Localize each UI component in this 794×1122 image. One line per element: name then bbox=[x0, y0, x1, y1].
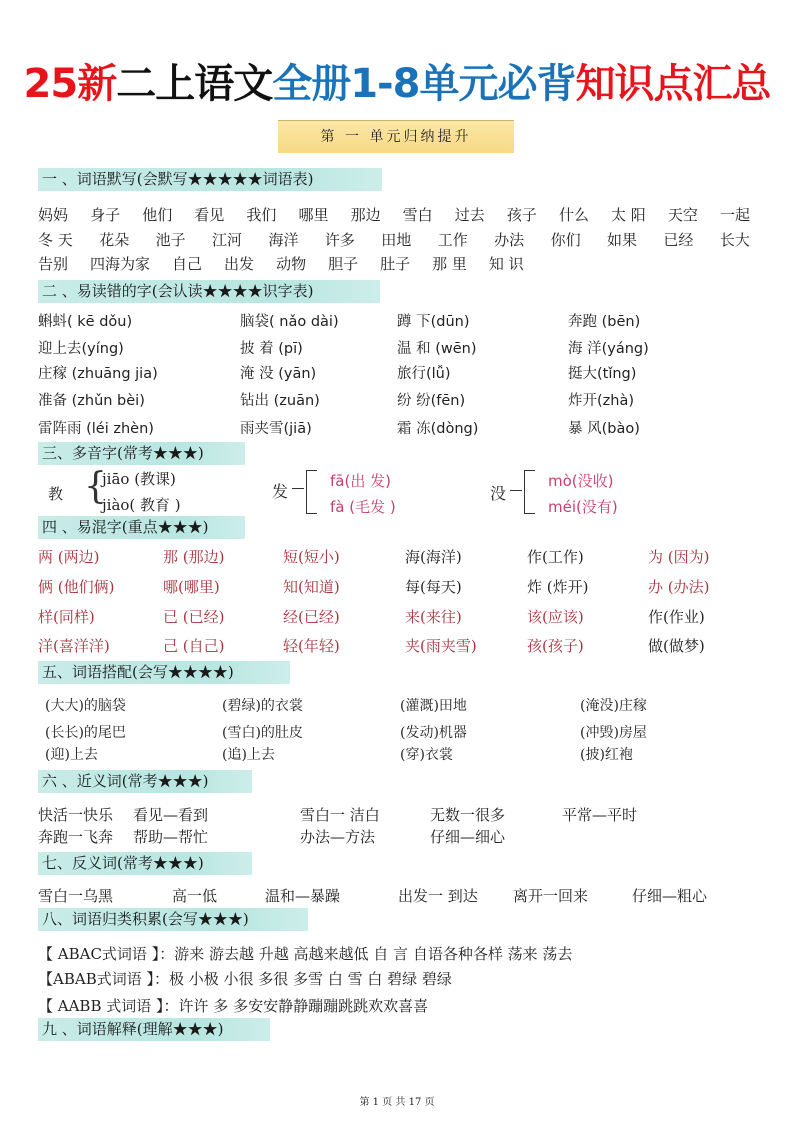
page-footer: 第 1 页 共 17 页 bbox=[359, 1097, 435, 1108]
synonym-pair: 平常—平时 bbox=[562, 806, 638, 824]
collocation-item: (长长)的尾巴 bbox=[45, 725, 126, 741]
word-item: 出发 bbox=[224, 255, 255, 273]
pinyin-item: 暴 风(bào) bbox=[568, 421, 640, 437]
collocation-item: (雪白)的肚皮 bbox=[222, 725, 303, 741]
confusable-item: 知(知道) bbox=[283, 578, 340, 596]
confusable-item: 两 (两边) bbox=[38, 548, 100, 566]
confusable-item: 来(来往) bbox=[405, 608, 462, 626]
word-item: 我们 bbox=[246, 206, 277, 224]
word-item: 那边 bbox=[350, 206, 381, 224]
pinyin-item: 旅行(lǚ) bbox=[397, 366, 451, 382]
pinyin-item: 温 和 (wēn) bbox=[397, 341, 477, 357]
confusable-item: 办 (办法) bbox=[648, 578, 710, 596]
polyphone-char: 没 bbox=[490, 484, 507, 503]
pinyin-item: 雨夹雪(jiā) bbox=[240, 421, 312, 437]
pinyin-item: 迎上去(yíng) bbox=[38, 341, 124, 357]
confusable-item: 那 (那边) bbox=[163, 548, 225, 566]
pinyin-item: 披 着 (pī) bbox=[240, 341, 303, 357]
word-item: 哪里 bbox=[298, 206, 329, 224]
word-type-words: ：极 小极 小很 多很 多雪 白 雪 白 碧绿 碧绿 bbox=[153, 970, 452, 988]
word-item: 冬 天 bbox=[38, 231, 73, 249]
confusable-item: 炸 (炸开) bbox=[527, 578, 589, 596]
pinyin-item: 庄稼 (zhuāng jia) bbox=[38, 366, 158, 382]
polyphone-reading: mò(没收) bbox=[548, 472, 614, 490]
polyphone-reading: jiāo (教课) bbox=[102, 470, 176, 488]
antonym-pair: 离开一回来 bbox=[513, 887, 589, 905]
word-item: 办法 bbox=[494, 231, 525, 249]
pinyin-item: 挺大(tǐng) bbox=[568, 366, 637, 382]
title-part: 25新 bbox=[23, 61, 117, 107]
connector bbox=[292, 488, 304, 489]
confusable-item: 为 (因为) bbox=[648, 548, 710, 566]
confusable-item: 做(做梦) bbox=[648, 637, 705, 655]
word-item: 天空 bbox=[667, 206, 698, 224]
word-item: 田地 bbox=[381, 231, 412, 249]
word-item: 身子 bbox=[90, 206, 121, 224]
pinyin-item: 淹 没 (yān) bbox=[240, 366, 317, 382]
word-item: 知 识 bbox=[488, 255, 524, 273]
word-item: 如果 bbox=[606, 231, 637, 249]
word-item: 江河 bbox=[212, 231, 243, 249]
word-item: 你们 bbox=[550, 231, 581, 249]
title-part: 二上语文 bbox=[116, 61, 273, 107]
connector bbox=[510, 490, 522, 491]
section-header-5: 五、词语搭配(会写★★★★) bbox=[38, 661, 290, 684]
brace-icon: { bbox=[84, 466, 107, 507]
word-line-2 bbox=[38, 229, 750, 250]
word-item: 胆子 bbox=[328, 255, 359, 273]
synonym-pair: 办法—方法 bbox=[300, 828, 376, 846]
antonym-pair: 温和—暴躁 bbox=[265, 887, 341, 905]
polyphone-reading: jiào( 教育 ) bbox=[102, 496, 181, 514]
confusable-item: 己 (自己) bbox=[163, 637, 225, 655]
synonym-pair: 看见—看到 bbox=[133, 806, 209, 824]
confusable-item: 经(已经) bbox=[283, 608, 340, 626]
section-header-8: 八、词语归类积累(会写★★★) bbox=[38, 908, 308, 931]
synonym-pair: 帮助—帮忙 bbox=[133, 828, 209, 846]
polyphone-char: 发 bbox=[272, 482, 289, 501]
collocation-item: (披)红袍 bbox=[580, 747, 633, 763]
pinyin-item: 钻出 (zuān) bbox=[240, 393, 320, 409]
word-item: 许多 bbox=[324, 231, 355, 249]
confusable-item: 孩(孩子) bbox=[527, 637, 584, 655]
word-item: 池子 bbox=[155, 231, 186, 249]
pinyin-item: 准备 (zhǔn bèi) bbox=[38, 393, 145, 409]
polyphone-reading: méi(没有) bbox=[548, 498, 618, 516]
confusable-item: 轻(年轻) bbox=[283, 637, 340, 655]
word-item: 什么 bbox=[558, 206, 589, 224]
confusable-item: 作(作业) bbox=[648, 608, 705, 626]
word-item: 工作 bbox=[437, 231, 468, 249]
word-type-words: ：游来 游去越 升越 高越来越低 自 言 自语各种各样 荡来 荡去 bbox=[159, 945, 573, 963]
word-item: 太 阳 bbox=[611, 206, 646, 224]
word-item: 雪白 bbox=[402, 206, 433, 224]
confusable-item: 已 (已经) bbox=[163, 608, 225, 626]
collocation-item: (穿)衣裳 bbox=[400, 747, 453, 763]
confusable-item: 俩 (他们俩) bbox=[38, 578, 115, 596]
section-header-2: 二 、易读错的字(会认读★★★★识字表) bbox=[38, 280, 380, 303]
title-part: 知识点汇总 bbox=[575, 61, 771, 107]
section-header-7: 七、反义词(常考★★★) bbox=[38, 852, 252, 875]
synonym-pair: 雪白一 洁白 bbox=[300, 806, 380, 824]
antonym-pair: 雪白一乌黑 bbox=[38, 887, 114, 905]
confusable-item: 短(短小) bbox=[283, 548, 340, 566]
word-type-label: 【 AABB 式词语 】 bbox=[38, 997, 164, 1015]
pinyin-item: 海 洋(yáng) bbox=[568, 341, 649, 357]
pinyin-item: 炸开(zhà) bbox=[568, 393, 635, 409]
word-item: 花朵 bbox=[99, 231, 130, 249]
antonym-pair: 出发一 到达 bbox=[398, 887, 478, 905]
synonym-pair: 奔跑一飞奔 bbox=[38, 828, 114, 846]
word-item: 那 里 bbox=[432, 255, 467, 273]
section-header-3: 三、多音字(常考★★★) bbox=[38, 442, 245, 465]
confusable-item: 该(应该) bbox=[527, 608, 584, 626]
confusable-item: 样(同样) bbox=[38, 608, 95, 626]
word-type-words: ：许许 多 多安安静静蹦蹦跳跳欢欢喜喜 bbox=[163, 997, 429, 1015]
polyphone-reading: fā(出 发) bbox=[330, 472, 391, 490]
confusable-item: 夹(雨夹雪) bbox=[405, 637, 477, 655]
word-type-row bbox=[38, 995, 428, 1016]
pinyin-item: 蝌蚪( kē dǒu) bbox=[38, 314, 133, 330]
word-item: 妈妈 bbox=[38, 206, 69, 224]
pinyin-item: 蹲 下(dūn) bbox=[397, 314, 470, 330]
section-header-1: 一 、词语默写(会默写★★★★★词语表) bbox=[38, 168, 382, 191]
word-item: 一起 bbox=[719, 206, 750, 224]
pinyin-item: 霜 冻(dòng) bbox=[397, 421, 479, 437]
unit-header: 第 一 单元归纳提升 bbox=[278, 120, 514, 153]
collocation-item: (发动)机器 bbox=[400, 725, 467, 741]
polyphone-reading: fà (毛发 ) bbox=[330, 498, 396, 516]
word-line-1 bbox=[38, 204, 750, 225]
word-item: 动物 bbox=[276, 255, 307, 273]
bracket-icon bbox=[306, 470, 317, 514]
collocation-item: (冲毁)房屋 bbox=[580, 725, 647, 741]
word-item: 长大 bbox=[719, 231, 750, 249]
word-item: 过去 bbox=[454, 206, 485, 224]
word-item: 海洋 bbox=[268, 231, 299, 249]
word-line-3 bbox=[38, 253, 524, 274]
collocation-item: (追)上去 bbox=[222, 747, 275, 763]
pinyin-item: 雷阵雨 (léi zhèn) bbox=[38, 421, 154, 437]
synonym-pair: 无数一很多 bbox=[430, 806, 506, 824]
word-item: 他们 bbox=[142, 206, 173, 224]
document-title bbox=[0, 52, 794, 109]
title-part: 全册1-8单元必背 bbox=[272, 61, 576, 107]
collocation-item: (灌溉)田地 bbox=[400, 698, 467, 714]
confusable-item: 哪(哪里) bbox=[163, 578, 220, 596]
word-type-label: 【ABAB式词语 】 bbox=[38, 970, 154, 988]
word-item: 看见 bbox=[194, 206, 225, 224]
confusable-item: 海(海洋) bbox=[405, 548, 462, 566]
word-type-row bbox=[38, 968, 452, 989]
section-header-4: 四 、易混字(重点★★★) bbox=[38, 516, 245, 539]
confusable-item: 每(每天) bbox=[405, 578, 462, 596]
collocation-item: (大大)的脑袋 bbox=[45, 698, 126, 714]
synonym-pair: 仔细—细心 bbox=[430, 828, 506, 846]
word-item: 四海为家 bbox=[90, 255, 151, 273]
confusable-item: 洋(喜洋洋) bbox=[38, 637, 110, 655]
word-type-row bbox=[38, 943, 572, 964]
word-item: 已经 bbox=[663, 231, 694, 249]
antonym-pair: 仔细—粗心 bbox=[632, 887, 708, 905]
collocation-item: (淹没)庄稼 bbox=[580, 698, 647, 714]
section-header-6: 六 、近义词(常考★★★) bbox=[38, 770, 252, 793]
pinyin-item: 脑袋( nǎo dài) bbox=[240, 314, 339, 330]
word-item: 告别 bbox=[38, 255, 69, 273]
word-item: 自己 bbox=[172, 255, 203, 273]
bracket-icon bbox=[524, 470, 535, 514]
synonym-pair: 快活一快乐 bbox=[38, 806, 114, 824]
word-type-label: 【 ABAC式词语 】 bbox=[38, 945, 160, 963]
collocation-item: (迎)上去 bbox=[45, 747, 98, 763]
word-item: 肚子 bbox=[380, 255, 411, 273]
pinyin-item: 奔跑 (bēn) bbox=[568, 314, 641, 330]
word-item: 孩子 bbox=[506, 206, 537, 224]
section-header-9: 九 、词语解释(理解★★★) bbox=[38, 1018, 270, 1041]
antonym-pair: 高一低 bbox=[172, 887, 218, 905]
collocation-item: (碧绿)的衣裳 bbox=[222, 698, 303, 714]
pinyin-item: 纷 纷(fēn) bbox=[397, 393, 466, 409]
confusable-item: 作(工作) bbox=[527, 548, 584, 566]
polyphone-char: 教 bbox=[48, 485, 64, 503]
